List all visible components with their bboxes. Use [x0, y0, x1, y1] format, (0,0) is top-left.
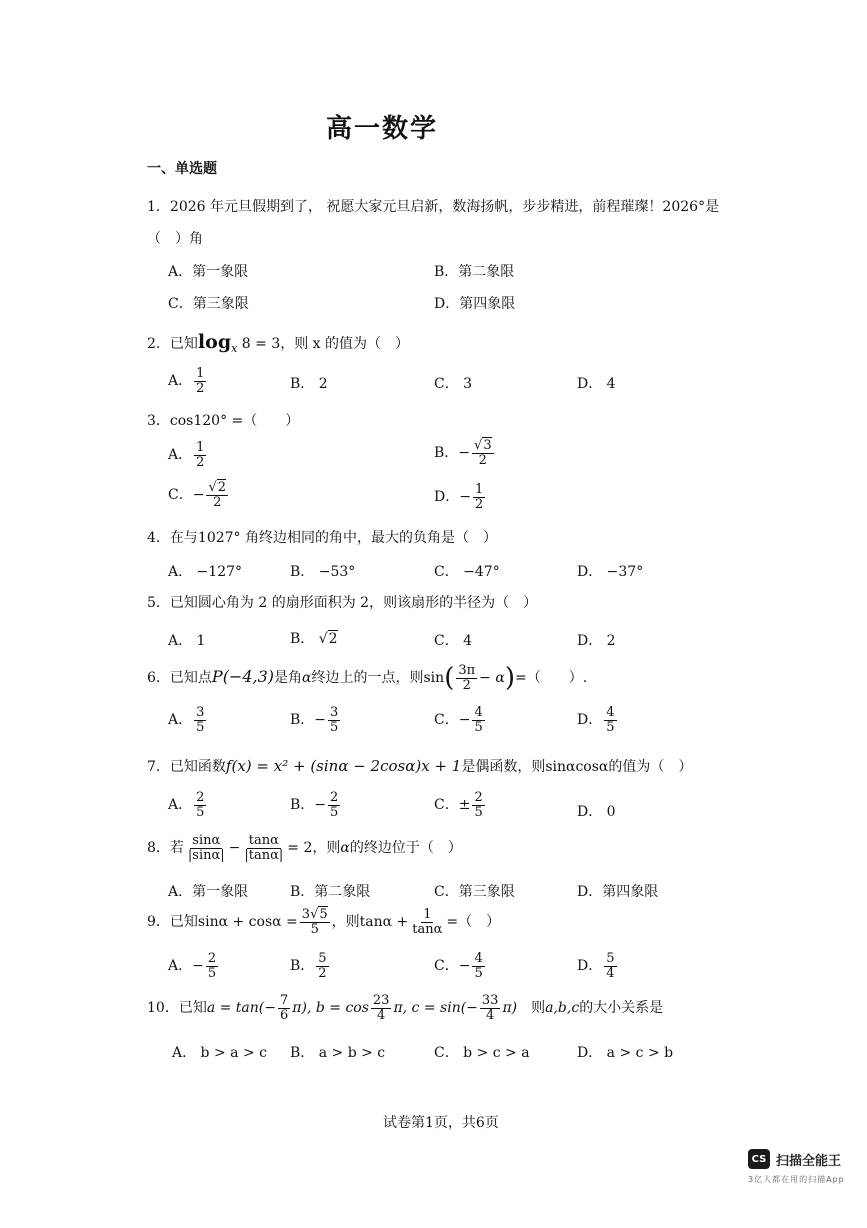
question-10-option-a: A． b > a > c	[172, 1045, 267, 1061]
question-7-option-c: C．± $\frac{2}{5}$	[434, 790, 483, 820]
question-6-option-c: C．− $\frac{4}{5}$	[434, 705, 483, 735]
question-4-option-c: C． −47°	[434, 564, 500, 580]
question-3-option-b: B．− $\frac{√3}{2}$	[434, 438, 492, 468]
question-9-stem: 9．已知sinα + cosα = $\frac{3√5}{5}$ ，则tanα + $\frac{1}{\tan\alpha}$ =（ ）	[147, 907, 501, 937]
question-7-option-b: B．− $\frac{2}{5}$	[290, 790, 339, 820]
section-heading: 一、单选题	[147, 161, 217, 177]
question-7-stem: 7．已知函数f(x) = x² + (sinα − 2cosα)x + 1是偶函数，则sinαcosα的值为（ ）	[147, 757, 693, 775]
watermark-text: 扫描全能王	[776, 1153, 842, 1169]
question-8-stem: 8．若 $\frac{\sin\alpha}{|\sin\alpha|}$ − $\frac{\tan\alpha}{|\tan\alpha|}$ = 2，则α的终边位于（ ）	[147, 833, 462, 863]
question-8-option-b: B．第二象限	[290, 884, 371, 900]
question-9-option-d: D． $\frac{5}{4}$	[577, 951, 615, 981]
question-6-option-a: A． $\frac{3}{5}$	[168, 705, 205, 735]
question-3-option-d: D．− $\frac{1}{2}$	[434, 482, 484, 512]
question-10-option-c: C． b > c > a	[434, 1045, 530, 1061]
question-10-stem: 10．已知a = tan(− $\frac{7}{6}$ π), b = cos $\frac{23}{4}$ π, c = sin(− $\frac{33}{4}$ π) 则a,b,c的大小关系是	[147, 993, 664, 1023]
question-9-option-b: B． $\frac{5}{2}$	[290, 951, 327, 981]
question-6-stem: 6．已知点P(−4,3)是角α终边上的一点，则sin( $\frac{3\pi}{2}$ − α)=（ ）.	[147, 663, 588, 694]
question-6-option-d: D． $\frac{4}{5}$	[577, 705, 615, 735]
question-1-option-d: D．第四象限	[434, 296, 516, 312]
question-2-option-d: D． 4	[577, 376, 616, 392]
question-9-option-a: A．− $\frac{2}{5}$	[168, 951, 217, 981]
question-7-option-d: D． 0	[577, 804, 616, 820]
fraction: $\frac{1}{2}$	[196, 366, 205, 396]
question-1-stem: 1．2026 年元旦假期到了， 祝愿大家元旦启新，数海扬帆，步步精进，前程璀璨！2026°是	[147, 199, 720, 215]
question-8-option-d: D．第四象限	[577, 884, 659, 900]
question-3-option-c: C．− $\frac{√2}{2}$	[168, 480, 227, 510]
question-1-option-b: B．第二象限	[434, 264, 515, 280]
question-3-stem: 3．cos120° =（ ）	[147, 413, 300, 429]
question-4-option-d: D． −37°	[577, 564, 644, 580]
question-2-option-a: A． $\frac{1}{2}$	[168, 366, 205, 396]
question-7-option-a: A． $\frac{2}{5}$	[168, 790, 205, 820]
page-title: 高一数学	[326, 114, 439, 144]
question-5-option-c: C． 4	[434, 633, 473, 649]
question-4-option-b: B． −53°	[290, 564, 356, 580]
question-2-stem: 2．已知$\log_x 8 = 3$，则 x 的值为（ ）	[147, 331, 410, 355]
question-10-option-d: D． a > c > b	[577, 1045, 674, 1061]
question-10-option-b: B． a > b > c	[290, 1045, 386, 1061]
question-4-option-a: A． −127°	[168, 564, 243, 580]
question-4-stem: 4．在与1027° 角终边相同的角中，最大的负角是（ ）	[147, 530, 497, 546]
question-2-option-b: B． 2	[290, 376, 328, 392]
camscanner-logo-icon: CS	[748, 1149, 770, 1169]
question-8-option-a: A．第一象限	[168, 884, 249, 900]
scanner-watermark	[748, 1149, 841, 1169]
question-5-option-d: D． 2	[577, 633, 616, 649]
question-5-option-b: B． √2	[290, 631, 338, 647]
question-9-option-c: C．− $\frac{4}{5}$	[434, 951, 483, 981]
question-5-stem: 5．已知圆心角为 2 的扇形面积为 2，则该扇形的半径为（ ）	[147, 595, 538, 611]
question-1-option-c: C．第三象限	[168, 296, 249, 312]
question-1-stem-cont: （ ）角	[147, 231, 203, 247]
page-footer: 试卷第1页，共6页	[383, 1115, 499, 1131]
question-8-option-c: C．第三象限	[434, 884, 515, 900]
question-3-option-a: A． $\frac{1}{2}$	[168, 440, 205, 470]
question-2-option-c: C． 3	[434, 376, 473, 392]
log-symbol: log	[197, 331, 232, 353]
question-1-option-a: A．第一象限	[168, 264, 249, 280]
watermark-subtext: 3亿人都在用的扫描App	[748, 1175, 845, 1184]
question-6-option-b: B．− $\frac{3}{5}$	[290, 705, 339, 735]
question-5-option-a: A． 1	[168, 633, 206, 649]
